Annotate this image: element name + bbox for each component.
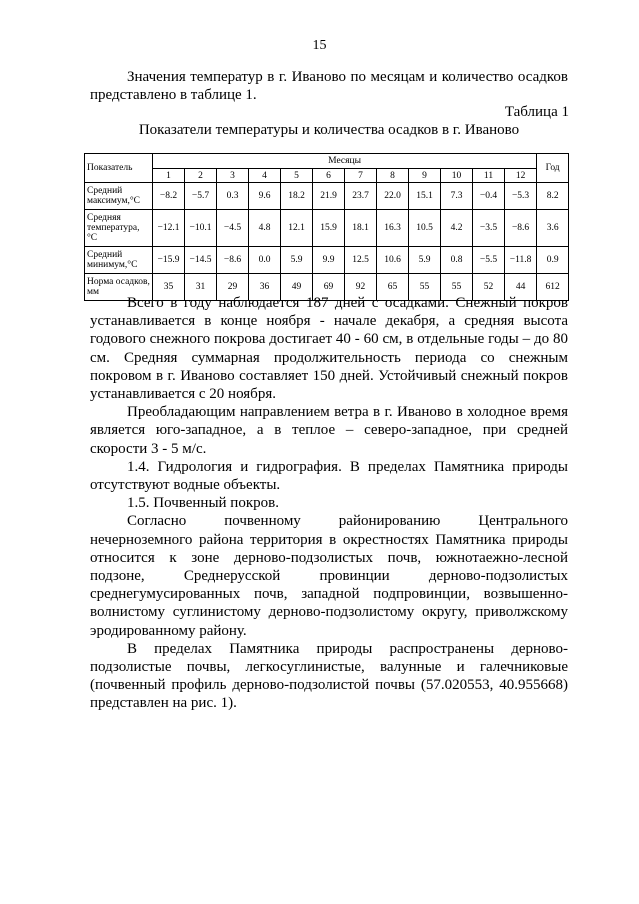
table-cell: 69: [313, 274, 345, 301]
table-cell: 5.9: [281, 247, 313, 274]
month-cell: 8: [377, 169, 409, 183]
table-cell: 52: [473, 274, 505, 301]
climate-table: [84, 153, 569, 301]
table-cell: −10.1: [185, 210, 217, 247]
table-cell: 36: [249, 274, 281, 301]
table-cell: 55: [409, 274, 441, 301]
table-cell: −8.6: [217, 247, 249, 274]
table-cell: 16.3: [377, 210, 409, 247]
table-cell: 21.9: [313, 183, 345, 210]
page-number: 15: [312, 38, 327, 53]
month-cell: 4: [249, 169, 281, 183]
paragraph-hydrology: 1.4. Гидрология и гидрография. В пределах Памятника природы отсутствуют водные объекты.: [90, 458, 568, 494]
paragraph-snow-cover: Всего в году наблюдается 187 дней с осадками. Снежный покров устанавливается в конце ноября - начале декабря, а средняя высота годового снежного покрова достигает 40 - 60 см, в отдельные годы – до 80 см. Средняя суммарная продолжительность периода со снежным покровом в г. Иваново составляет 150 дней. Устойчивый снежный покров устанавливается с 20 ноября.: [90, 295, 568, 403]
table-cell: 29: [217, 274, 249, 301]
table-cell: 49: [281, 274, 313, 301]
table-cell: −15.9: [153, 247, 185, 274]
table-cell: −12.1: [153, 210, 185, 247]
table-header-row: [85, 154, 569, 169]
table-cell: 9.6: [249, 183, 281, 210]
paragraph-soil-zoning: Согласно почвенному районированию Центрального нечерноземного района территория в окрестностях Памятника природы относится к зоне дерново-подзолистых почв, южнотаежно-лесной подзоне, Среднерусской провинции дерново-подзолистых среднегумусированных почв, западной подпровинции, возвышенно-волнистому суглинистому дерново-подзолистому округу, приволжскому эродированному району.: [90, 513, 568, 639]
year-cell: 0.9: [537, 247, 569, 274]
table-cell: 55: [441, 274, 473, 301]
table-cell: 10.5: [409, 210, 441, 247]
paragraph-soil-types: В пределах Памятника природы распространены дерново-подзолистые почвы, легкосуглинистые, валунные и галечниковые (почвенный профиль дерново-подзолистой почвы (57.020553, 40.955668) представлен на рис. 1).: [90, 640, 568, 712]
table-cell: 15.1: [409, 183, 441, 210]
table-label: Таблица 1: [504, 104, 569, 120]
row-label: Средний максимум,°С: [85, 183, 153, 210]
table-cell: 12.5: [345, 247, 377, 274]
table-row: [85, 183, 569, 210]
year-cell: 3.6: [537, 210, 569, 247]
month-cell: 2: [185, 169, 217, 183]
month-cell: 6: [313, 169, 345, 183]
paragraph-wind: Преобладающим направлением ветра в г. Иваново в холодное время является юго-западное, а в теплое – северо-западное, при средней скорости 3 - 5 м/с.: [90, 404, 568, 457]
table-cell: 44: [505, 274, 537, 301]
row-label: Средняя температура, °С: [85, 210, 153, 247]
table-cell: −0.4: [473, 183, 505, 210]
table-month-row: [85, 169, 569, 183]
table-title: Показатели температуры и количества осадков в г. Иваново: [138, 122, 520, 138]
table-cell: 31: [185, 274, 217, 301]
month-cell: 1: [153, 169, 185, 183]
table-cell: 18.2: [281, 183, 313, 210]
table-cell: 10.6: [377, 247, 409, 274]
header-year: Год: [537, 154, 569, 183]
table-cell: 23.7: [345, 183, 377, 210]
intro-paragraph: Значения температур в г. Иваново по месяцам и количество осадков представлено в таблице 1.: [90, 69, 568, 103]
year-cell: 8.2: [537, 183, 569, 210]
month-cell: 9: [409, 169, 441, 183]
table-cell: 0.0: [249, 247, 281, 274]
paragraph-soil-heading: 1.5. Почвенный покров.: [127, 495, 279, 512]
table-cell: 5.9: [409, 247, 441, 274]
table-cell: −4.5: [217, 210, 249, 247]
table-row: [85, 210, 569, 247]
month-cell: 11: [473, 169, 505, 183]
table-cell: 22.0: [377, 183, 409, 210]
table-cell: −8.6: [505, 210, 537, 247]
table-cell: 0.3: [217, 183, 249, 210]
row-label: Норма осадков, мм: [85, 274, 153, 301]
table-cell: 9.9: [313, 247, 345, 274]
table-cell: 4.2: [441, 210, 473, 247]
month-cell: 7: [345, 169, 377, 183]
body-text: [90, 294, 568, 713]
row-label: Средний минимум,°С: [85, 247, 153, 274]
month-cell: 3: [217, 169, 249, 183]
table-cell: 4.8: [249, 210, 281, 247]
month-cell: 12: [505, 169, 537, 183]
table-cell: 65: [377, 274, 409, 301]
year-cell: 612: [537, 274, 569, 301]
table-cell: −5.3: [505, 183, 537, 210]
header-indicator: Показатель: [85, 154, 153, 183]
table-cell: 7.3: [441, 183, 473, 210]
table-cell: −8.2: [153, 183, 185, 210]
table-cell: −5.5: [473, 247, 505, 274]
table-cell: −14.5: [185, 247, 217, 274]
table-cell: 18.1: [345, 210, 377, 247]
header-months: Месяцы: [153, 154, 537, 169]
table-cell: −3.5: [473, 210, 505, 247]
month-cell: 10: [441, 169, 473, 183]
table-cell: 12.1: [281, 210, 313, 247]
table-cell: 0.8: [441, 247, 473, 274]
table-cell: 92: [345, 274, 377, 301]
table-cell: 15.9: [313, 210, 345, 247]
table-cell: −11.8: [505, 247, 537, 274]
table-cell: 35: [153, 274, 185, 301]
table-cell: −5.7: [185, 183, 217, 210]
table-row: [85, 247, 569, 274]
month-cell: 5: [281, 169, 313, 183]
